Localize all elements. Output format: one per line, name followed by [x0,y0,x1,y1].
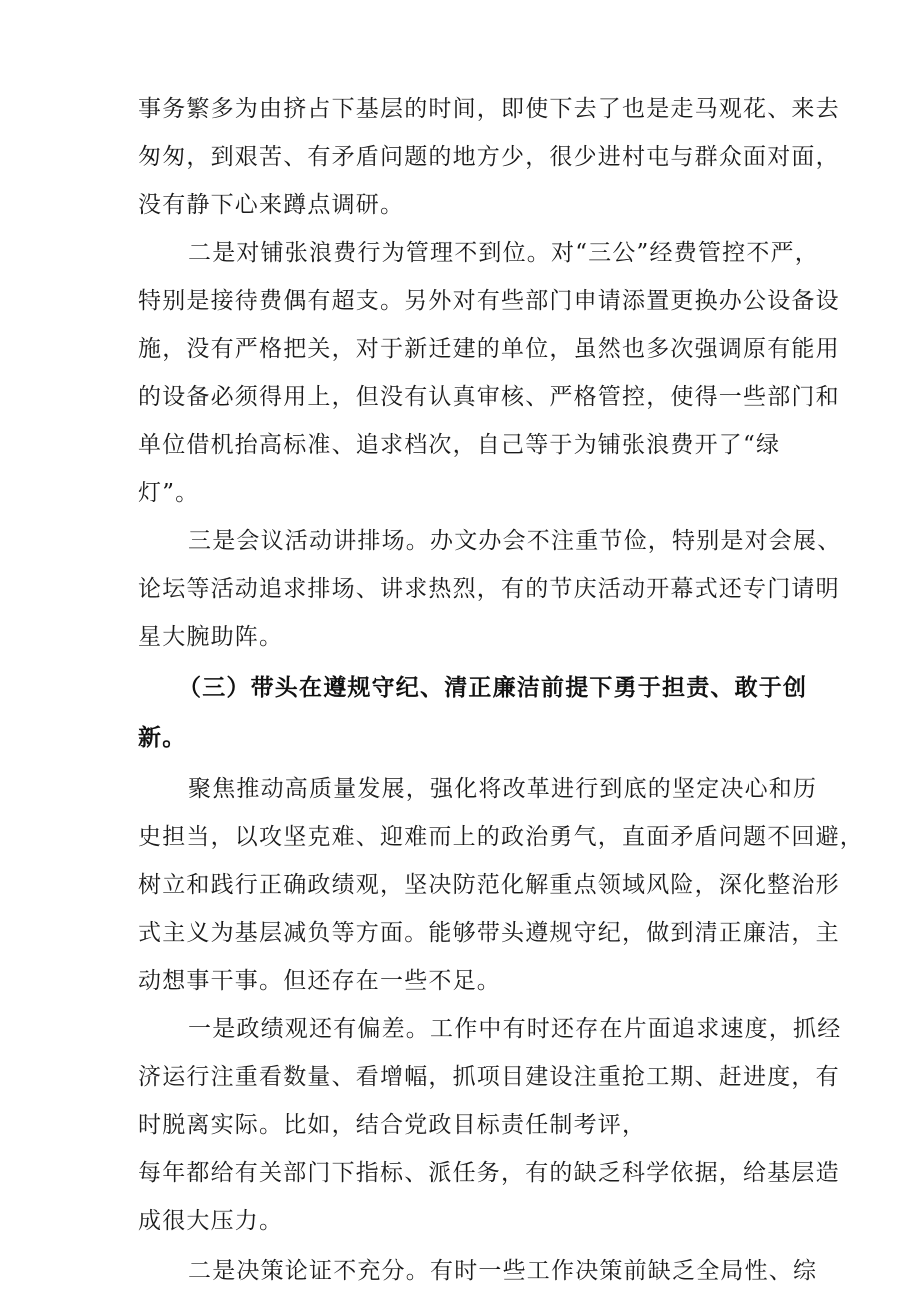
section-heading: 新。 [138,725,187,751]
paragraph-line: 匆匆，到艰苦、有矛盾问题的地方少，很少进村屯与群众面对面， [138,144,840,170]
paragraph-line: 成很大压力。 [138,1208,284,1234]
paragraph-line: 事务繁多为由挤占下基层的时间，即使下去了也是走马观花、来去 [138,96,840,122]
paragraph-line: 时脱离实际。比如，结合党政目标责任制考评， [138,1112,647,1138]
paragraph-line: 聚焦推动高质量发展，强化将改革进行到底的坚定决心和历 [188,776,818,802]
paragraph-line: 论坛等活动追求排场、讲求热烈，有的节庆活动开幕式还专门请明 [138,576,840,602]
section-heading: （三）带头在遵规守纪、清正廉洁前提下勇于担责、敢于创 [178,675,808,701]
paragraph-line: 济运行注重看数量、看增幅，抓项目建设注重抢工期、赶进度，有 [138,1064,840,1090]
paragraph-line: 单位借机抬高标准、追求档次，自己等于为铺张浪费开了“绿 [138,432,781,458]
paragraph-line: 每年都给有关部门下指标、派任务，有的缺乏科学依据，给基层造 [138,1160,840,1186]
paragraph-line: 三是会议活动讲排场。办文办会不注重节俭，特别是对会展、 [188,528,842,554]
paragraph-line: 二是对铺张浪费行为管理不到位。对“三公”经费管控不严， [188,240,819,266]
paragraph-line: 施，没有严格把关，对于新迁建的单位，虽然也多次强调原有能用 [138,336,840,362]
paragraph-line: 没有静下心来蹲点调研。 [138,192,405,218]
paragraph-line: 动想事干事。但还存在一些不足。 [138,968,501,994]
paragraph-line: 式主义为基层减负等方面。能够带头遵规守纪，做到清正廉洁，主 [138,920,840,946]
paragraph-line: 星大腕助阵。 [138,624,284,650]
paragraph-line: 二是决策论证不充分。有时一些工作决策前缺乏全局性、综 [188,1258,818,1284]
paragraph-line: 的设备必须得用上，但没有认真审核、严格管控，使得一些部门和 [138,384,840,410]
paragraph-line: 特别是接待费偶有超支。另外对有些部门申请添置更换办公设备设 [138,288,840,314]
paragraph-line: 史担当，以攻坚克难、迎难而上的政治勇气，直面矛盾问题不回避， [138,824,864,850]
paragraph-line: 一是政绩观还有偏差。工作中有时还存在片面追求速度，抓经 [188,1016,842,1042]
paragraph-line: 树立和践行正确政绩观，坚决防范化解重点领域风险，深化整治形 [138,872,840,898]
paragraph-line: 灯”。 [138,480,200,506]
